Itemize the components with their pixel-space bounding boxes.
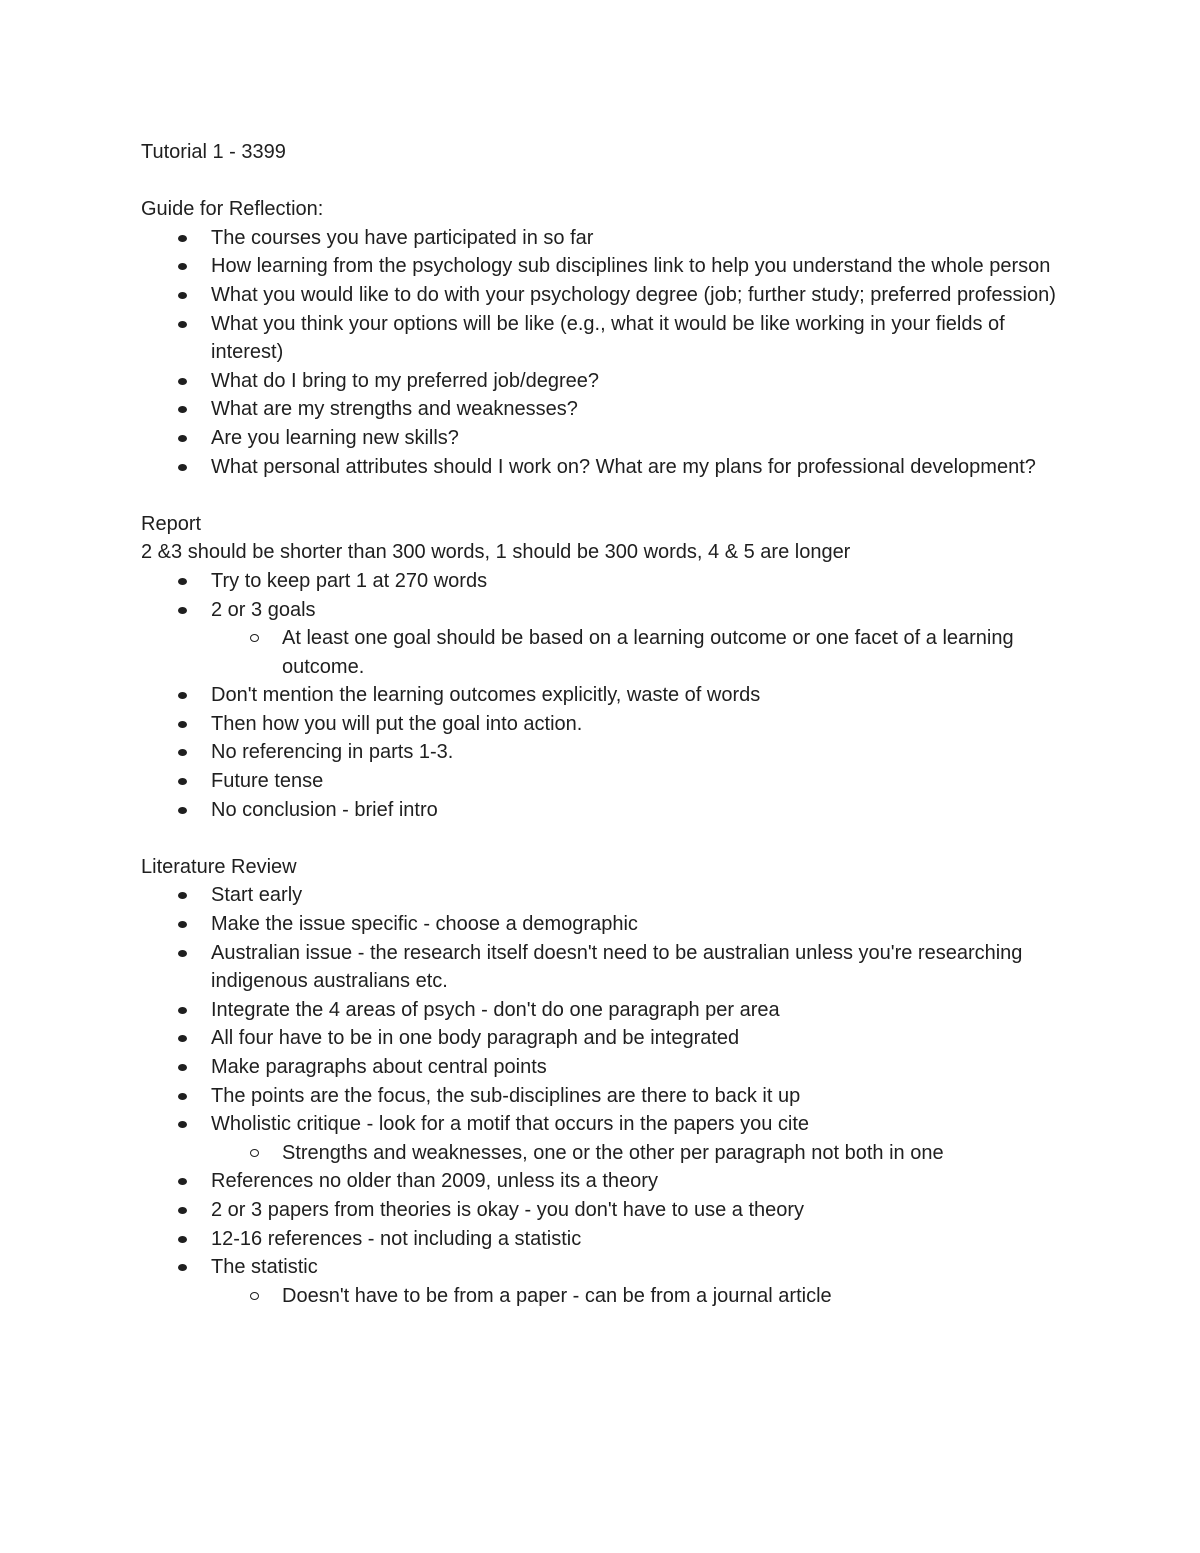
bullet-dot-icon [178,1264,187,1271]
list-item: Integrate the 4 areas of psych - don't do one paragraph per area [141,996,1061,1025]
bullet-dot-icon [178,607,187,614]
bullet-dot-icon [178,1007,187,1014]
bullet-dot-icon [178,721,187,728]
bullet-dot-icon [178,950,187,957]
section-subheading: 2 &3 should be shorter than 300 words, 1 should be 300 words, 4 & 5 are longer [141,541,851,564]
bullet-dot-icon [178,263,187,270]
list-item: References no older than 2009, unless its a theory [141,1167,1061,1196]
bullet-dot-icon [178,778,187,785]
list-item: What you think your options will be like (e.g., what it would be like working in your fields of interest) [141,310,1061,367]
bullet-circle-icon [250,634,259,642]
list-item: What are my strengths and weaknesses? [141,395,1061,424]
bullet-dot-icon [178,578,187,585]
spacer [141,481,1061,510]
bullet-dot-icon [178,235,187,242]
list-item: 2 or 3 papers from theories is okay - you don't have to use a theory [141,1196,1061,1225]
section-heading: Literature Review [141,855,297,878]
list-item: Make the issue specific - choose a demographic [141,910,1061,939]
list-item: All four have to be in one body paragraph and be integrated [141,1024,1061,1053]
bullet-circle-icon [250,1292,259,1300]
list-item: Start early [141,881,1061,910]
bullet-dot-icon [178,1035,187,1042]
bullet-dot-icon [178,1064,187,1071]
section-literature-review [141,853,1061,1311]
section-heading: Guide for Reflection: [141,198,324,221]
bullet-dot-icon [178,1178,187,1185]
section-guide-for-reflection [141,195,1061,481]
bullet-dot-icon [178,292,187,299]
bullet-dot-icon [178,378,187,385]
bullet-dot-icon [178,807,187,814]
bullet-circle-icon [250,1149,259,1157]
list-item: What you would like to do with your psychology degree (job; further study; preferred profession) [141,281,1061,310]
list-item: No referencing in parts 1-3. [141,738,1061,767]
list-item: Then how you will put the goal into action. [141,710,1061,739]
bullet-dot-icon [178,1236,187,1243]
bullet-dot-icon [178,1121,187,1128]
bullet-dot-icon [178,921,187,928]
spacer [141,167,1061,196]
bullet-list [141,224,1061,481]
sub-list-item: At least one goal should be based on a learning outcome or one facet of a learning outcome. [141,624,1061,681]
list-item: Make paragraphs about central points [141,1053,1061,1082]
bullet-dot-icon [178,435,187,442]
bullet-list [141,881,1061,1310]
section-report [141,510,1061,825]
bullet-dot-icon [178,464,187,471]
list-item: What personal attributes should I work on? What are my plans for professional development? [141,453,1061,482]
sub-list-item: Strengths and weaknesses, one or the other per paragraph not both in one [141,1139,1061,1168]
list-item: Don't mention the learning outcomes explicitly, waste of words [141,681,1061,710]
spacer [141,824,1061,853]
sub-list-item: Doesn't have to be from a paper - can be from a journal article [141,1282,1061,1311]
document-page [141,138,1061,1310]
list-item: How learning from the psychology sub disciplines link to help you understand the whole person [141,252,1061,281]
list-item: The courses you have participated in so far [141,224,1061,253]
bullet-dot-icon [178,1207,187,1214]
bullet-dot-icon [178,892,187,899]
list-item: What do I bring to my preferred job/degree? [141,367,1061,396]
list-item: Future tense [141,767,1061,796]
section-heading: Report [141,512,202,535]
bullet-dot-icon [178,692,187,699]
list-item: The points are the focus, the sub-disciplines are there to back it up [141,1082,1061,1111]
bullet-dot-icon [178,1093,187,1100]
bullet-dot-icon [178,406,187,413]
list-item: Are you learning new skills? [141,424,1061,453]
list-item: The statistic [141,1253,1061,1282]
document-title: Tutorial 1 - 3399 [141,141,286,163]
bullet-dot-icon [178,749,187,756]
list-item: 2 or 3 goals [141,596,1061,625]
list-item: Australian issue - the research itself doesn't need to be australian unless you're researching indigenous australians etc. [141,939,1061,996]
list-item: Wholistic critique - look for a motif that occurs in the papers you cite [141,1110,1061,1139]
bullet-dot-icon [178,321,187,328]
list-item: 12-16 references - not including a statistic [141,1225,1061,1254]
list-item: Try to keep part 1 at 270 words [141,567,1061,596]
list-item: No conclusion - brief intro [141,796,1061,825]
bullet-list [141,567,1061,824]
